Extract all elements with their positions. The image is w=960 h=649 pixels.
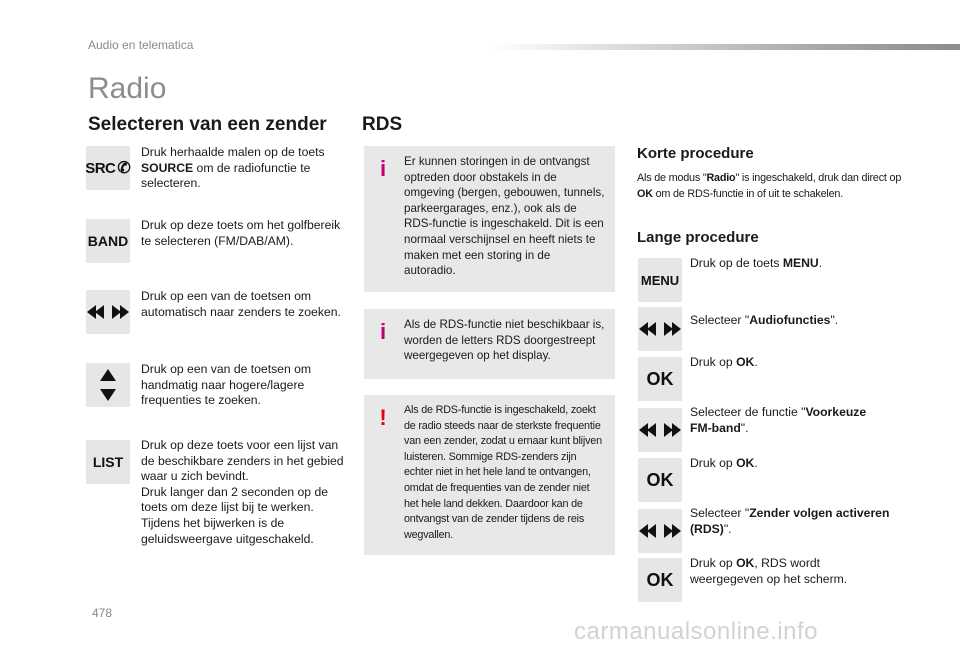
seek-arrows-icon [86,290,130,334]
step-2-text: Selecteer "Audiofuncties". [690,313,839,327]
list-icon: LIST [86,440,130,484]
step-5-text: Druk op OK. [690,456,758,470]
long-procedure-heading: Lange procedure [637,229,759,246]
header-bar [490,44,960,50]
step-7-text: Druk op OK, RDS wordt weergegeven op het scherm. [690,556,848,586]
ok-icon: OK [638,558,682,602]
warning-note: ! Als de RDS-functie is ingeschakeld, zoekt de radio steeds naar de sterkste frequentie van een zender, zodat u ernaar kunt blijven luisteren. Sommige RDS-zenders zijn echter niet in het hele land te ontvangen, omdat de frequenties van de zender niet het hele land dekken. Daardoor kan de ontvangst van de zender tijdens de reis wegvallen. [364,395,615,555]
short-procedure-text: Als de modus "Radio" is ingeschakeld, druk dan direct op OK om de RDS-functie in of uit te schakelen. [637,172,902,200]
seek-arrows-icon [638,408,682,452]
source-text: Druk herhaalde malen op de toets SOURCE om de radiofunctie te selecteren. [141,145,325,191]
step-3-text: Druk op OK. [690,355,758,369]
left-heading: Selecteren van een zender [88,114,327,135]
step-1-text: Druk op de toets MENU. [690,256,823,270]
seek-arrows-icon [638,509,682,553]
watermark: carmanualsonline.info [574,618,818,645]
src-phone-icon: SRC ✆ [86,146,130,190]
info-icon: i [379,319,387,344]
step-6-text: Selecteer "Zender volgen activeren (RDS)". [690,506,890,536]
rds-heading: RDS [362,114,403,135]
band-icon: BAND [86,219,130,263]
info-note-2: i Als de RDS-functie niet beschikbaar is, worden de letters RDS doorgestreept weergegeven op het display. [364,309,615,379]
info-icon: i [379,156,387,181]
menu-icon: MENU [638,258,682,302]
seek-text: Druk op een van de toetsen om automatisch naar zenders te zoeken. [141,289,341,319]
info-note-1: i Er kunnen storingen in de ontvangst optreden door obstakels in de omgeving (bergen, gebouwen, tunnels, parkeergarages, enz.), ook als de RDS-functie is ingeschakeld. Dit is een normaal verschijnsel en heeft niets te maken met een storing in de autoradio. [364,146,615,292]
short-procedure-heading: Korte procedure [637,145,754,162]
page-number: 478 [92,606,113,620]
warning-icon: ! [379,405,387,430]
list-text: Druk op deze toets voor een lijst van de beschikbare zenders in het gebied waar u zich bevindt. Druk langer dan 2 seconden op de toets om deze lijst bij te werken. Tijdens het bijwerken is de geluidsweergave uitgeschakeld. [141,438,344,546]
ok-icon: OK [638,458,682,502]
step-4-text: Selecteer de functie "Voorkeuze FM-band". [690,405,867,435]
manual-tune-text: Druk op een van de toetsen om handmatig naar hogere/lagere frequenties te zoeken. [141,362,312,408]
section-header: Audio en telematica [88,38,194,52]
up-down-arrows-icon [86,363,130,407]
band-text: Druk op deze toets om het golfbereik te selecteren (FM/DAB/AM). [141,218,341,248]
ok-icon: OK [638,357,682,401]
seek-arrows-icon [638,307,682,351]
page-title: Radio [88,72,167,105]
